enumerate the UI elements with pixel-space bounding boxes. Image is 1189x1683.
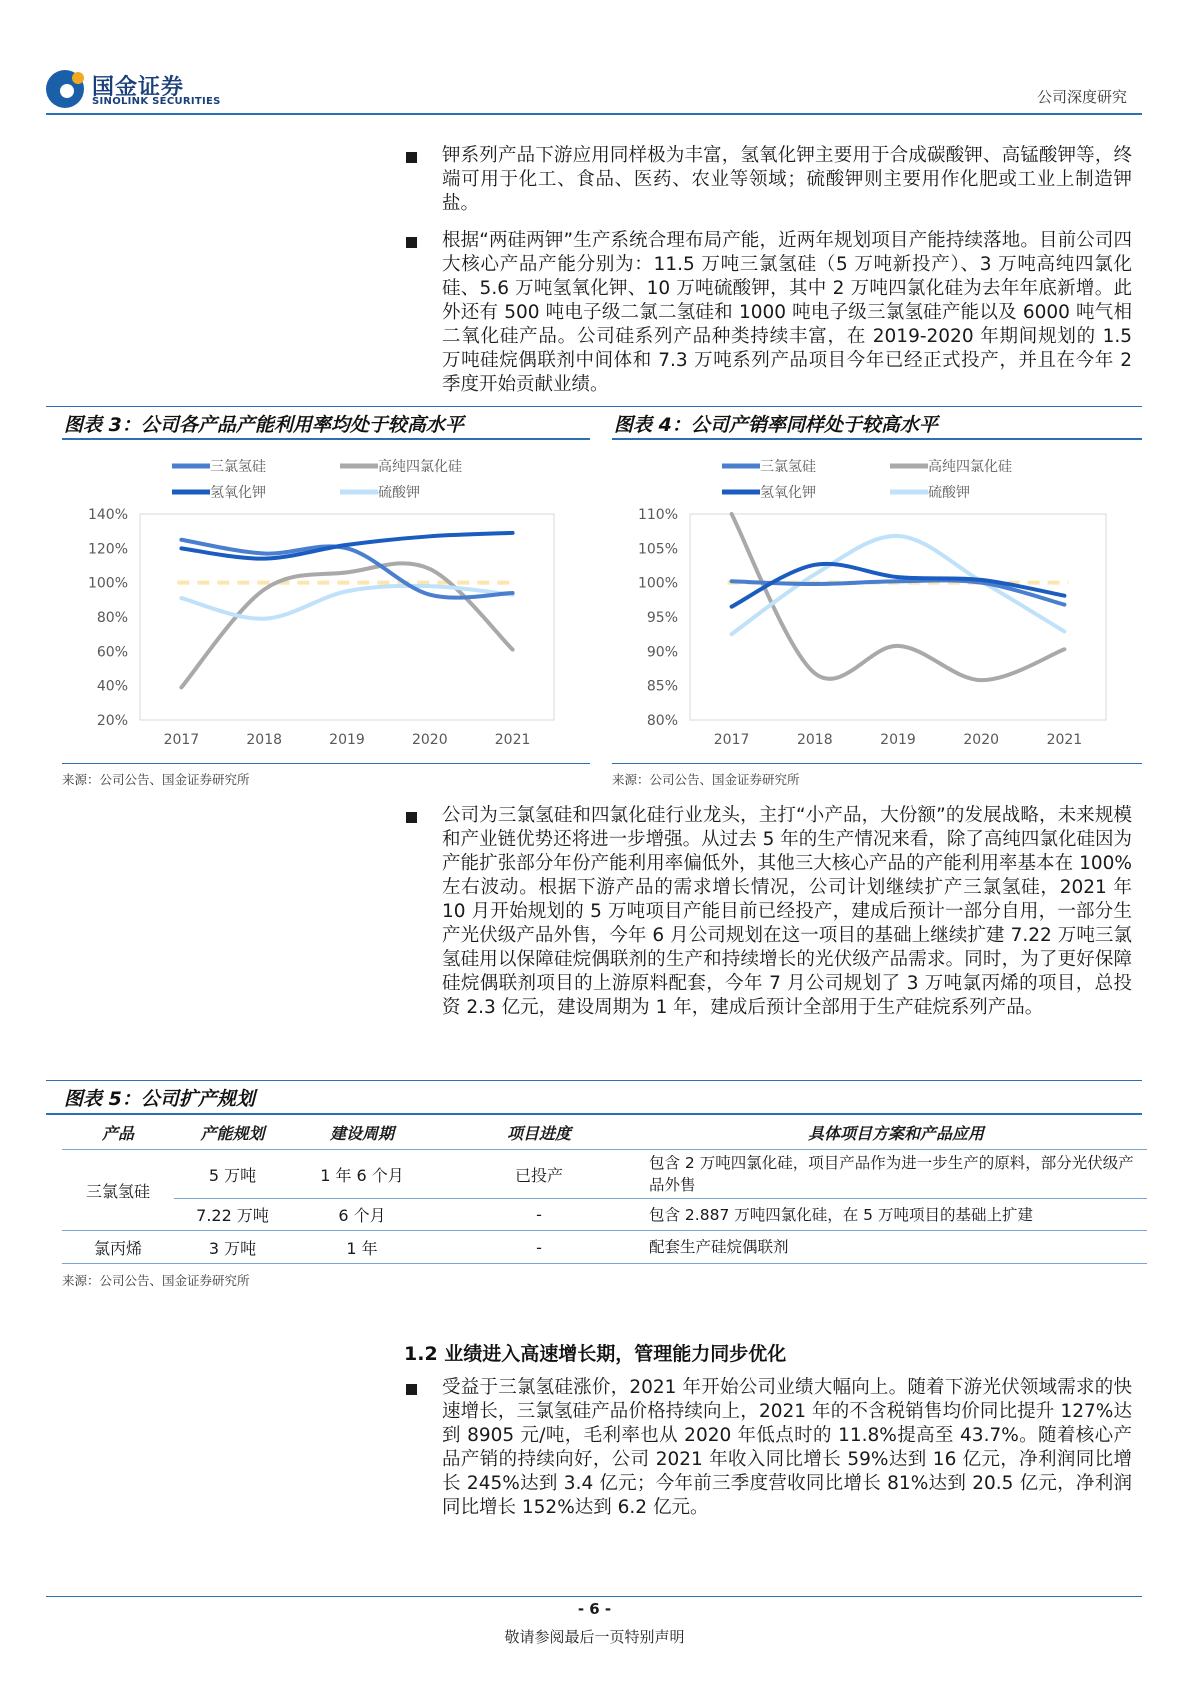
- legend-label: 高纯四氯化硅: [928, 459, 1012, 475]
- x-tick-label: 2021: [1046, 732, 1083, 748]
- y-tick-label: 40%: [96, 678, 128, 695]
- logo-icon-inner: [60, 84, 74, 98]
- figure-3-bottom-rule: [62, 763, 590, 764]
- x-tick-label: 2021: [494, 732, 531, 748]
- y-tick-label: 105%: [637, 541, 678, 558]
- cell-product: 氯丙烯: [62, 1231, 174, 1264]
- header-plan: 具体项目方案和产品应用: [645, 1115, 1147, 1150]
- cell-capacity: 3 万吨: [174, 1231, 291, 1264]
- y-tick-label: 110%: [637, 507, 678, 523]
- x-tick-label: 2017: [713, 732, 750, 748]
- legend-label: 三氯氢硅: [760, 459, 816, 475]
- figure-3-title-rule: [62, 438, 590, 440]
- legend-label: 硫酸钾: [928, 485, 970, 501]
- y-tick-label: 80%: [96, 610, 128, 626]
- figure-5-source: 来源：公司公告、国金证券研究所: [62, 1273, 250, 1288]
- cell-progress: 已投产: [433, 1150, 645, 1199]
- figure-5-top-rule: [46, 1080, 1142, 1081]
- x-tick-label: 2020: [411, 732, 448, 748]
- figure-4-bottom-rule: [612, 763, 1142, 764]
- figure-3-title: 图表 3：公司各产品产能利用率均处于较高水平: [64, 414, 464, 436]
- table-header-row: [62, 1115, 1147, 1150]
- header-period: 建设周期: [291, 1115, 433, 1150]
- header-rule: [46, 113, 1142, 115]
- figure-4-title-rule: [612, 438, 1142, 440]
- cell-progress: -: [433, 1199, 645, 1231]
- page-number: - 6 -: [577, 1600, 612, 1618]
- header-capacity: 产能规划: [174, 1115, 291, 1150]
- paragraph-3: 公司为三氯氢硅和四氯化硅行业龙头，主打“小产品，大份额”的发展战略，未来规模和产业链优势还将进一步增强。从过去 5 年的生产情况来看，除了高纯四氯化硅因为产能扩张部分年份产能利用率偏低外，其他三大核心产品的产能利用率基本在 100%左右波动。根据下游产品的需求增长情况，公司计划继续扩产三氯氢硅，2021 年 10 月开始规划的 5 万吨项目产能目前已经投产，建成后预计一部分自用，一部分生产光伏级产品外售，今年 6 月公司规划在这一项目的基础上继续扩建 7.22 万吨三氯氢硅用以保障硅烷偶联剂的生产和持续增长的光伏级产品需求。同时，为了更好保障硅烷偶联剂项目的上游原料配套，今年 7 月公司规划了 3 万吨氯丙烯的项目，总投资 2.3 亿元，建设周期为 1 年，建成后预计全部用于生产硅烷系列产品。: [442, 805, 1132, 1018]
- legend-label: 氢氧化钾: [760, 485, 816, 501]
- x-tick-label: 2018: [246, 732, 283, 748]
- legend-label: 高纯四氯化硅: [378, 459, 462, 475]
- y-tick-label: 90%: [646, 644, 678, 661]
- legend-label: 硫酸钾: [378, 485, 420, 501]
- figure-4-title: 图表 4：公司产销率同样处于较高水平: [614, 414, 938, 436]
- y-tick-label: 120%: [87, 541, 128, 558]
- figure-top-rule: [46, 406, 1142, 407]
- bullet-icon: [406, 152, 417, 163]
- header-product: 产品: [62, 1115, 174, 1150]
- expansion-plan-table: [62, 1115, 1147, 1264]
- legend-label: 三氯氢硅: [210, 459, 266, 475]
- cell-plan: 包含 2 万吨四氯化硅，项目产品作为进一步生产的原料，部分光伏级产品外售: [645, 1150, 1147, 1199]
- header-progress: 项目进度: [433, 1115, 645, 1150]
- y-tick-label: 85%: [646, 678, 678, 695]
- brand-name-en: SINOLINK SECURITIES: [92, 96, 221, 107]
- paragraph-4: 受益于三氯氢硅涨价，2021 年开始公司业绩大幅向上。随着下游光伏领域需求的快速增长，三氯氢硅产品价格持续向上，2021 年的不含税销售均价同比提升 127%达到 8905 元/吨，毛利率也从 2020 年低点时的 11.8%提高至 43.7%。随着核心产品产销的持续向好，公司 2021 年收入同比增长 59%达到 16 亿元，净利润同比增长 245%达到 3.4 亿元；今年前三季度营收同比增长 81%达到 20.5 亿元，净利润同比增长 152%达到 6.2 亿元。: [442, 1377, 1132, 1518]
- bullet-icon: [406, 1384, 417, 1395]
- paragraph-1: 钾系列产品下游应用同样极为丰富，氢氧化钾主要用于合成碳酸钾、高锰酸钾等，终端可用于化工、食品、医药、农业等领域；硫酸钾则主要用作化肥或工业上制造钾盐。: [442, 145, 1132, 214]
- paragraph-2: 根据“两硅两钾”生产系统合理布局产能，近两年规划项目产能持续落地。目前公司四大核心产品产能分别为：11.5 万吨三氯氢硅（5 万吨新投产）、3 万吨高纯四氯化硅、5.6 万吨氢氧化钾、10 万吨硫酸钾，其中 2 万吨四氯化硅为去年年底新增。此外还有 500 吨电子级二氯二氢硅和 1000 吨电子级三氯氢硅产能以及 6000 吨气相二氧化硅产品。公司硅系列产品种类持续丰富，在 2019-2020 年期间规划的 1.5 万吨硅烷偶联剂中间体和 7.3 万吨系列产品项目今年已经正式投产，并且在今年 2 季度开始贡献业绩。: [442, 230, 1132, 395]
- bullet-icon: [406, 237, 417, 248]
- y-tick-label: 140%: [87, 507, 128, 523]
- cell-period: 1 年 6 个月: [291, 1150, 433, 1199]
- cell-plan: 配套生产硅烷偶联剂: [645, 1231, 1147, 1264]
- chart-sales-rate: [612, 446, 1142, 766]
- cell-period: 6 个月: [291, 1199, 433, 1231]
- disclaimer-note: 敬请参阅最后一页特别声明: [504, 1628, 685, 1646]
- cell-progress: -: [433, 1231, 645, 1264]
- y-tick-label: 20%: [96, 713, 128, 729]
- cell-period: 1 年: [291, 1231, 433, 1264]
- table-row: [62, 1199, 1147, 1231]
- chart-capacity-utilization: [62, 446, 590, 766]
- cell-plan: 包含 2.887 万吨四氯化硅，在 5 万吨项目的基础上扩建: [645, 1199, 1147, 1231]
- figure-4-source: 来源：公司公告、国金证券研究所: [612, 772, 800, 787]
- cell-product: 三氯氢硅: [62, 1150, 174, 1231]
- x-tick-label: 2017: [163, 732, 200, 748]
- y-tick-label: 60%: [96, 644, 128, 661]
- x-tick-label: 2019: [880, 732, 916, 748]
- report-type: 公司深度研究: [1036, 88, 1127, 106]
- x-tick-label: 2019: [329, 732, 365, 748]
- legend-label: 氢氧化钾: [210, 485, 266, 501]
- cell-capacity: 5 万吨: [174, 1150, 291, 1199]
- bullet-icon: [406, 812, 417, 823]
- figure-5-title: 图表 5：公司扩产规划: [64, 1088, 255, 1110]
- section-title: 1.2 业绩进入高速增长期，管理能力同步优化: [404, 1343, 787, 1365]
- x-tick-label: 2020: [963, 732, 1000, 748]
- y-tick-label: 95%: [646, 610, 678, 626]
- y-tick-label: 80%: [646, 713, 678, 729]
- x-tick-label: 2018: [796, 732, 833, 748]
- table-row: [62, 1231, 1147, 1264]
- cell-capacity: 7.22 万吨: [174, 1199, 291, 1231]
- table-row: [62, 1150, 1147, 1199]
- footer-rule: [46, 1596, 1142, 1597]
- y-tick-label: 100%: [637, 575, 678, 592]
- logo-icon-dot: [72, 72, 84, 84]
- brand-name-cn: 国金证券: [92, 75, 185, 100]
- figure-3-source: 来源：公司公告、国金证券研究所: [62, 772, 250, 787]
- y-tick-label: 100%: [87, 575, 128, 592]
